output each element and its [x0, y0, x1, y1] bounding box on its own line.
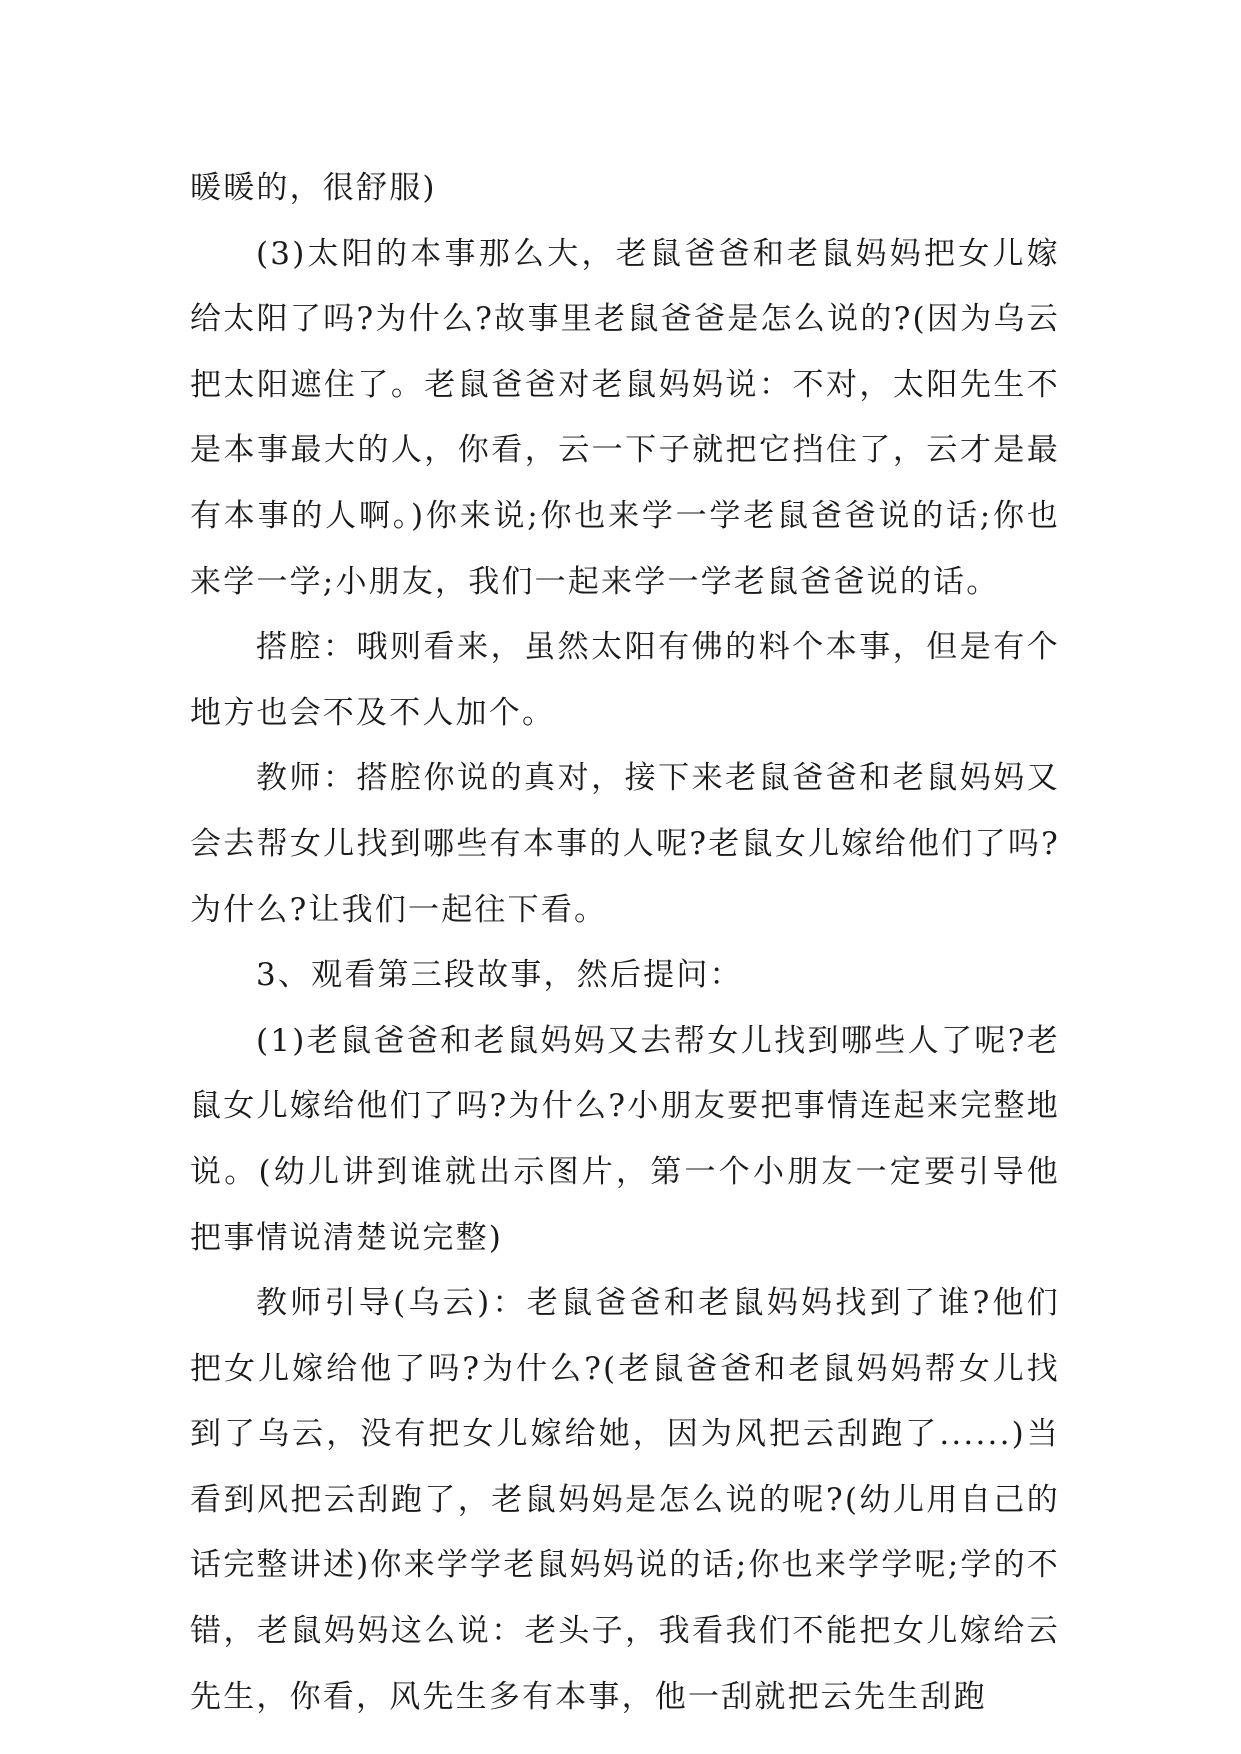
paragraph-1: 暖暖的，很舒服): [190, 170, 437, 206]
paragraph-5: 3、观看第三段故事，然后提问：: [256, 957, 743, 994]
paragraph-4: 教师：搭腔你说的真对，接下来老鼠爸爸和老鼠妈妈又会去帮女儿找到哪些有本事的人呢?老鼠女儿嫁给他们了吗?为什么?让我们一起往下看。: [190, 760, 1060, 928]
paragraph-7: 教师引导(乌云)：老鼠爸爸和老鼠妈妈找到了谁?他们把女儿嫁给他了吗?为什么?(老鼠爸爸和老鼠妈妈帮女儿找到了乌云，没有把女儿嫁给她，因为风把云刮跑了......)当看到风把云刮跑了，老鼠妈妈是怎么说的呢?(幼儿用自己的话完整讲述)你来学学老鼠妈妈说的话;你也来学学呢;学的不错，老鼠妈妈这么说：老头子，我看我们不能把女儿嫁给云先生，你看，风先生多有本事，他一刮就把云先生刮跑: [190, 1285, 1060, 1715]
paragraph-2: (3)太阳的本事那么大，老鼠爸爸和老鼠妈妈把女儿嫁给太阳了吗?为什么?故事里老鼠爸爸是怎么说的?(因为乌云把太阳遮住了。老鼠爸爸对老鼠妈妈说：不对，太阳先生不是本事最大的人，你看，云一下子就把它挡住了，云才是最有本事的人啊。)你来说;你也来学一学老鼠爸爸说的话;你也来学一学;小朋友，我们一起来学一学老鼠爸爸说的话。: [190, 235, 1060, 600]
document-body: [190, 156, 1060, 1730]
paragraph-3: 搭腔：哦则看来，虽然太阳有佛的料个本事，但是有个地方也会不及不人加个。: [190, 629, 1060, 731]
paragraph-6: (1)老鼠爸爸和老鼠妈妈又去帮女儿找到哪些人了呢?老鼠女儿嫁给他们了吗?为什么?小朋友要把事情连起来完整地说。(幼儿讲到谁就出示图片，第一个小朋友一定要引导他把事情说清楚说完整): [190, 1022, 1060, 1256]
